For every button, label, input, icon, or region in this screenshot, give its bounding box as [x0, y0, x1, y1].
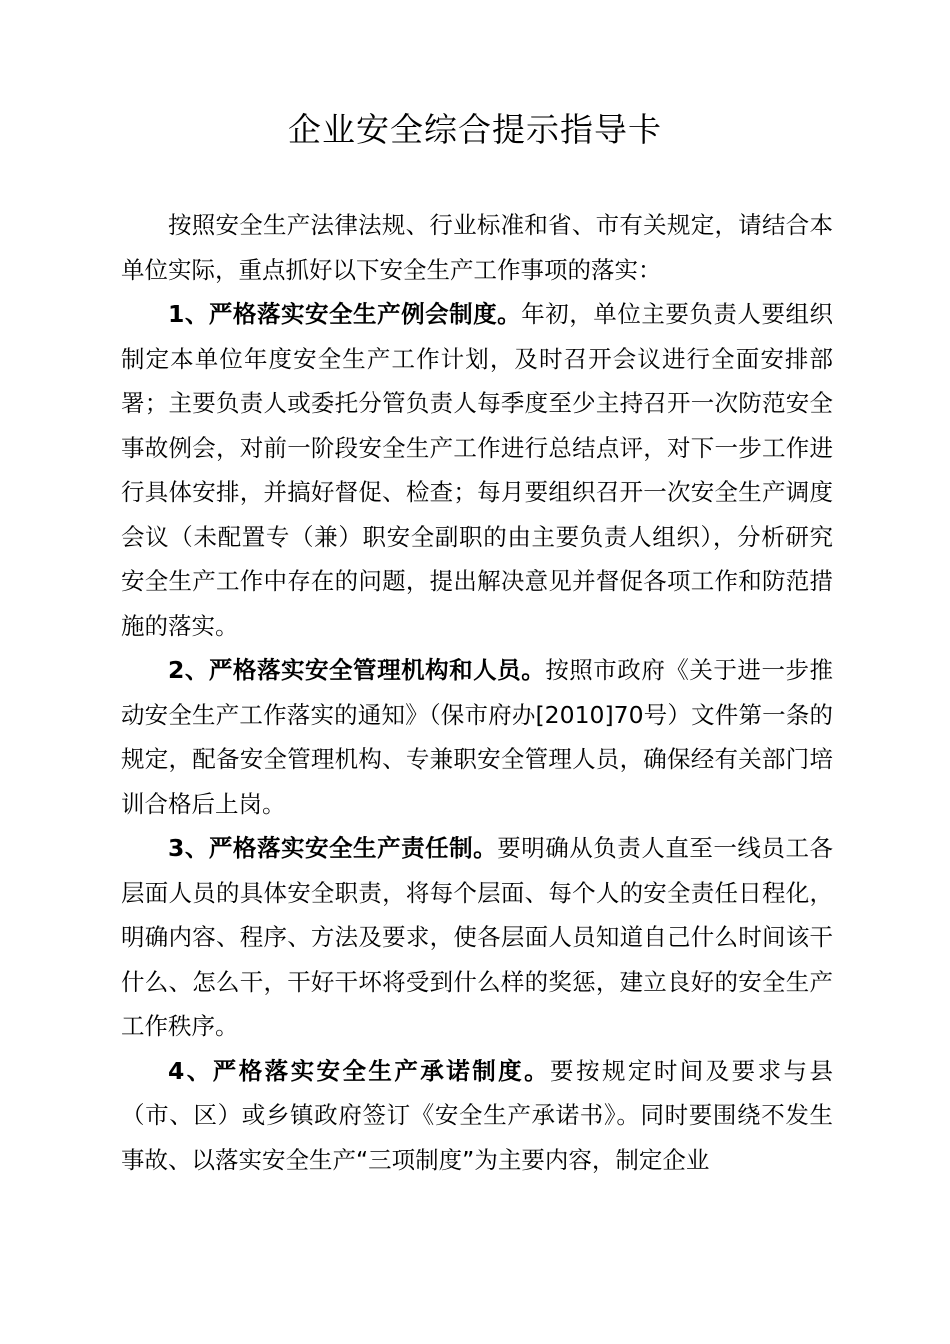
item-heading-1: 1、严格落实安全生产例会制度。: [168, 300, 522, 328]
intro-paragraph: 按照安全生产法律法规、行业标准和省、市有关规定，请结合本单位实际，重点抓好以下安全生产工作事项的落实：: [121, 211, 833, 284]
document-title: 企业安全综合提示指导卡: [288, 110, 662, 149]
item-paragraph-3: [121, 826, 833, 1049]
item-text-1: 年初，单位主要负责人要组织制定本单位年度安全生产工作计划，及时召开会议进行全面安排部署；主要负责人或委托分管负责人每季度至少主持召开一次防范安全事故例会，对前一阶段安全生产工作进行总结点评，对下一步工作进行具体安排，并搞好督促、检查；每月要组织召开一次安全生产调度会议（未配置专（兼）职安全副职的由主要负责人组织），分析研究安全生产工作中存在的问题，提出解决意见并督促各项工作和防范措施的落实。: [121, 300, 834, 640]
item-paragraph-4: [121, 1049, 833, 1183]
item-text-3: 要明确从负责人直至一线员工各层面人员的具体安全职责，将每个层面、每个人的安全责任日程化，明确内容、程序、方法及要求，使各层面人员知道自己什么时间该干什么、怎么干，干好干坏将受到什么样的奖惩，建立良好的安全生产工作秩序。: [121, 834, 833, 1040]
item-heading-4: 4、严格落实安全生产承诺制度。: [168, 1056, 551, 1085]
document-body: [121, 203, 833, 1182]
item-heading-3: 3、严格落实安全生产责任制。: [168, 834, 498, 862]
item-heading-2: 2、严格落实安全管理机构和人员。: [168, 656, 546, 684]
item-text-2: 按照市政府《关于进一步推动安全生产工作落实的通知》（保市府办[2010]70号）文件第一条的规定，配备安全管理机构、专兼职安全管理人员，确保经有关部门培训合格后上岗。: [121, 656, 833, 818]
item-paragraph-2: [121, 648, 833, 826]
item-paragraph-1: [121, 292, 833, 648]
item-text-4: 要按规定时间及要求与县（市、区）或乡镇政府签订《安全生产承诺书》。同时要围绕不发生事故、以落实安全生产“三项制度”为主要内容，制定企业: [121, 1056, 834, 1174]
